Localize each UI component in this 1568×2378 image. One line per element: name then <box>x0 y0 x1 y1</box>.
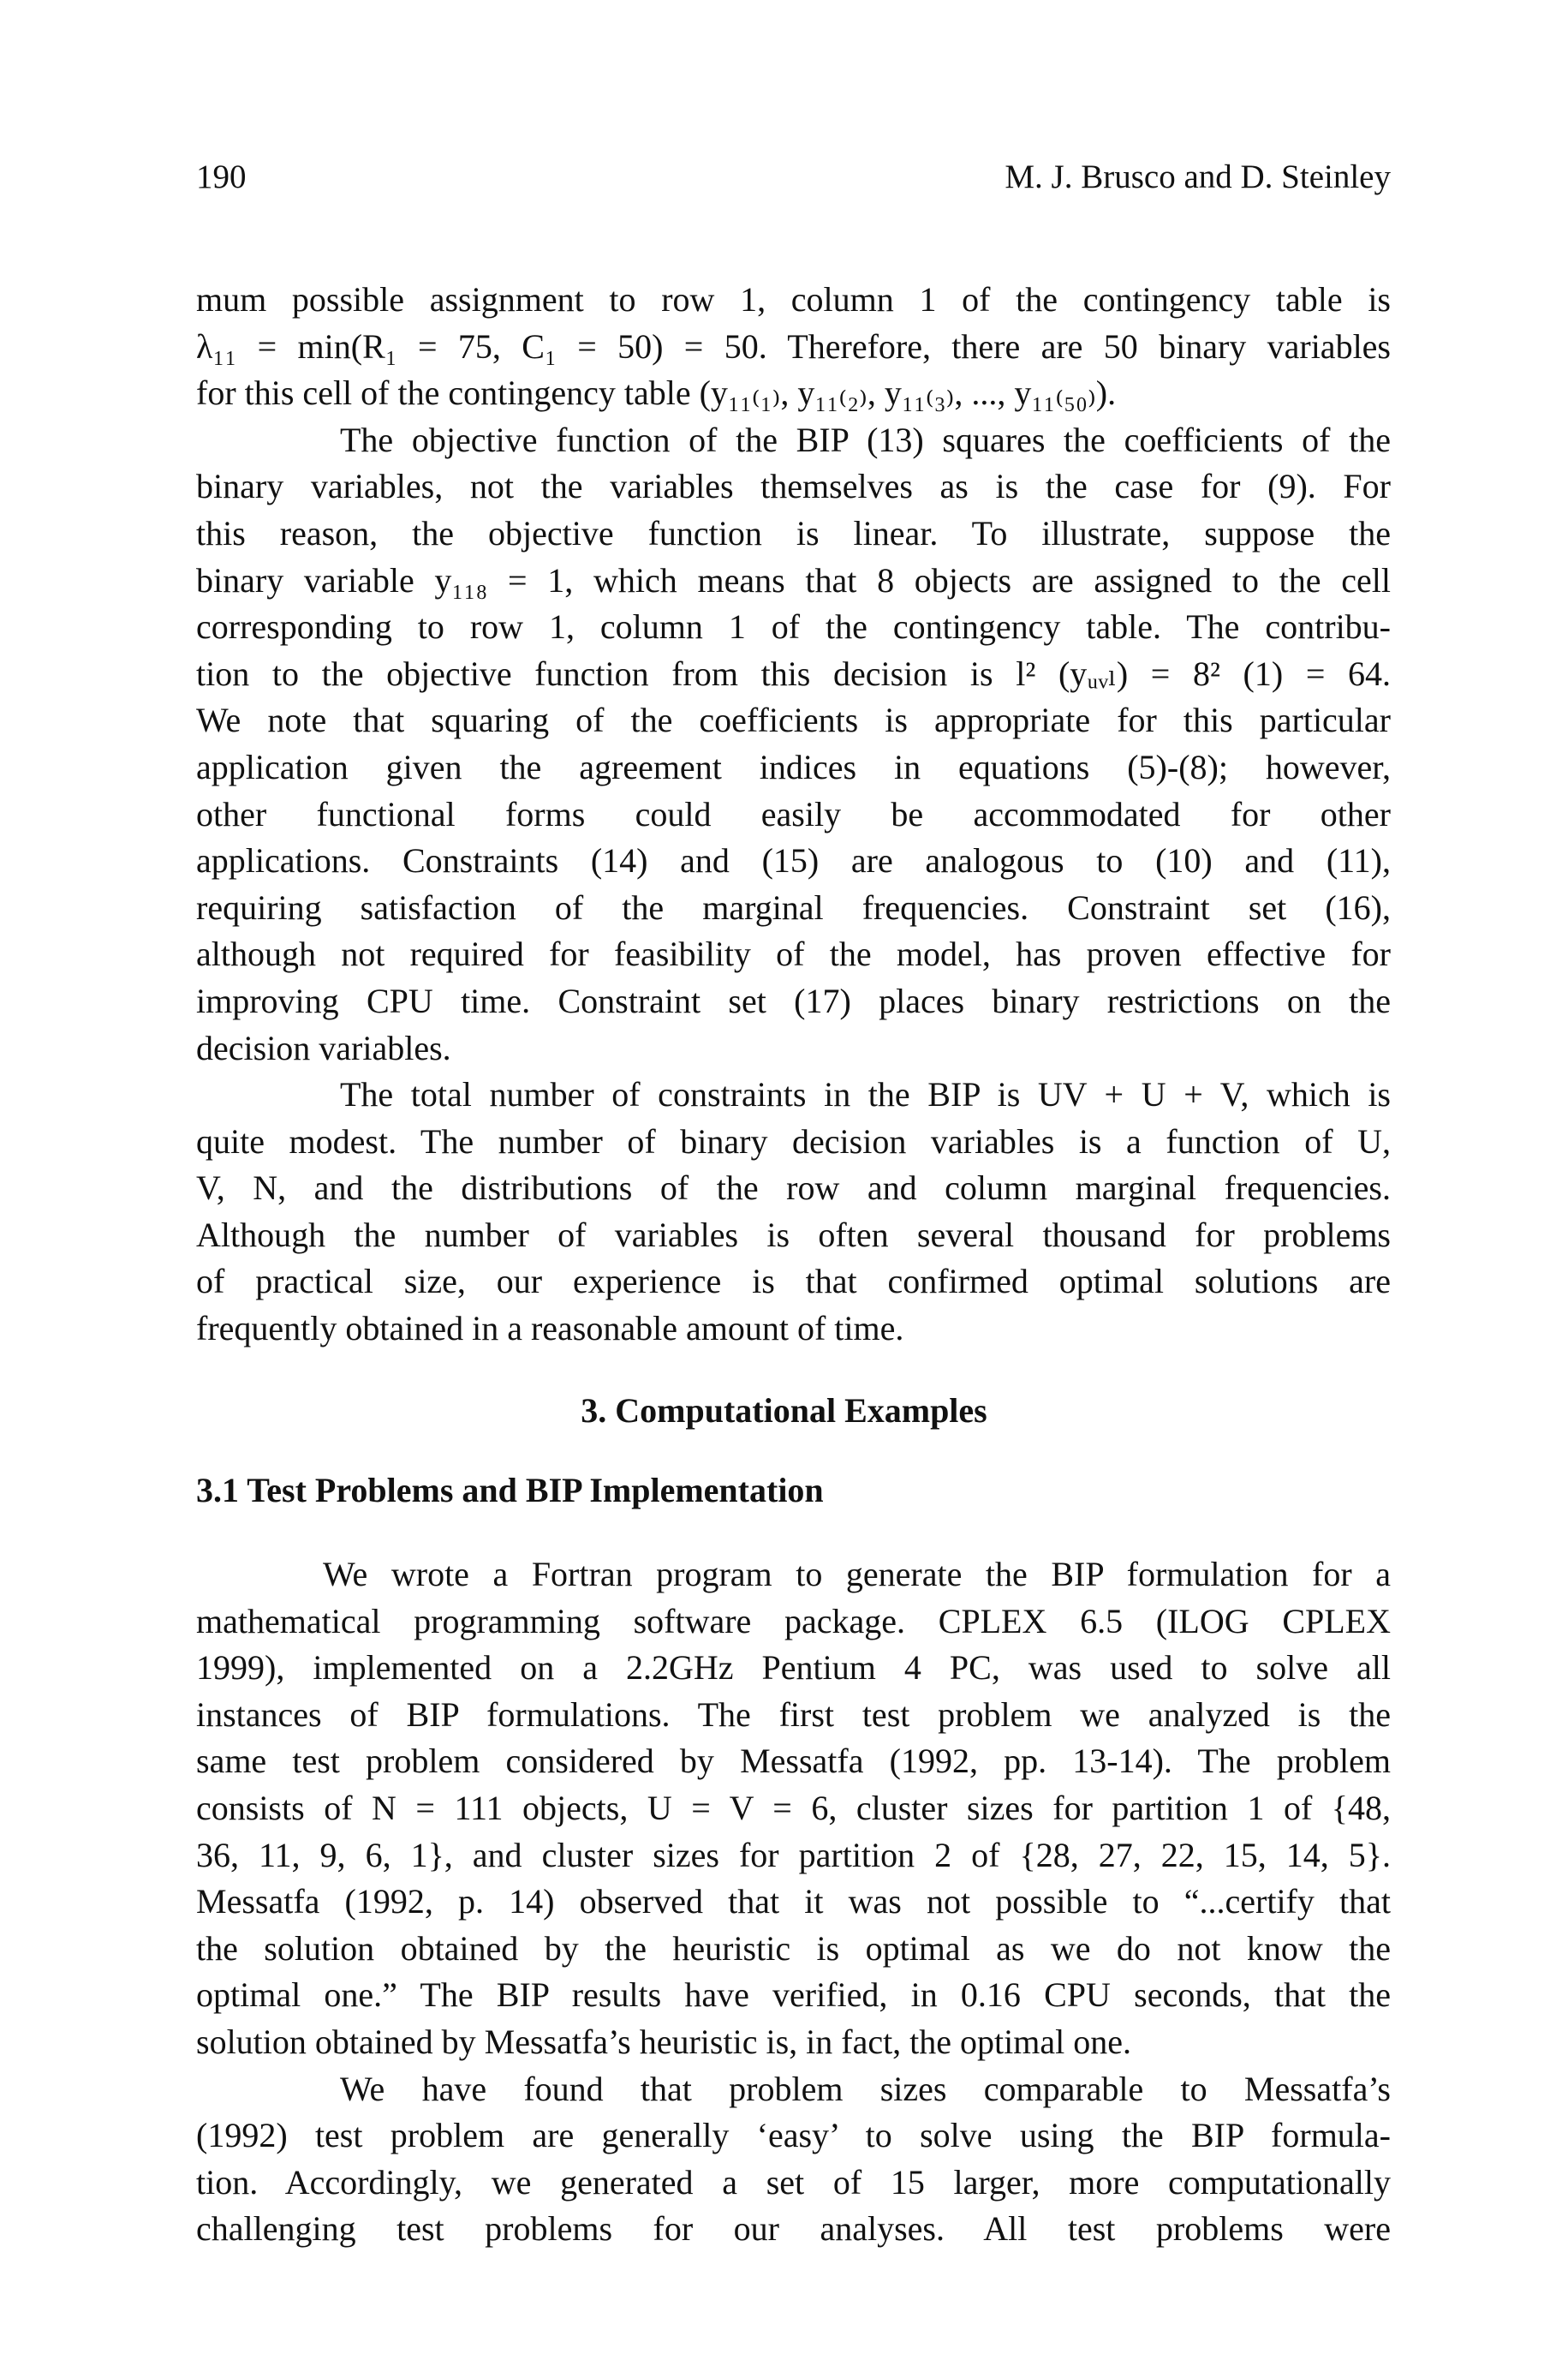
text-line: optimal one.” The BIP results have verified, in 0.16 CPU seconds, that the <box>196 1975 1391 2015</box>
text-line: application given the agreement indices in equations (5)-(8); however, <box>196 747 1391 786</box>
text-line: this reason, the objective function is linear. To illustrate, suppose the <box>196 513 1391 553</box>
text-line: The total number of constraints in the BIP is UV + U + V, which is <box>340 1075 1391 1114</box>
text-line: decision variables. <box>196 1028 451 1067</box>
text-line: λ₁₁ = min(R₁ = 75, C₁ = 50) = 50. Therefore, there are 50 binary variables <box>196 326 1391 366</box>
text-line: consists of N = 111 objects, U = V = 6, cluster sizes for partition 1 of {48, <box>196 1788 1391 1827</box>
text-line: V, N, and the distributions of the row and column marginal frequencies. <box>196 1168 1391 1208</box>
body-text-block-1 <box>196 277 1391 1353</box>
text-line: applications. Constraints (14) and (15) are analogous to (10) and (11), <box>196 841 1391 881</box>
text-line: mum possible assignment to row 1, column 1 of the contingency table is <box>196 280 1391 319</box>
text-line: We note that squaring of the coefficients is appropriate for this particular <box>196 701 1391 740</box>
text-line: other functional forms could easily be accommodated for other <box>196 794 1391 833</box>
body-text-block-2 <box>196 1551 1391 2253</box>
text-line: corresponding to row 1, column 1 of the contingency table. The contribu- <box>196 607 1391 647</box>
text-line: mathematical programming software package. CPLEX 6.5 (ILOG CPLEX <box>196 1601 1391 1640</box>
text-line: We have found that problem sizes comparable to Messatfa’s <box>340 2069 1391 2108</box>
text-line: The objective function of the BIP (13) squares the coefficients of the <box>340 420 1391 459</box>
text-line: (1992) test problem are generally ‘easy’ to solve using the BIP formula- <box>196 2116 1391 2155</box>
text-line: the solution obtained by the heuristic is optimal as we do not know the <box>196 1928 1391 1968</box>
text-line: binary variables, not the variables themselves as is the case for (9). For <box>196 467 1391 506</box>
subsection-heading: 3.1 Test Problems and BIP Implementation <box>196 1471 824 1509</box>
running-header-authors: M. J. Brusco and D. Steinley <box>1005 158 1391 195</box>
text-line: solution obtained by Messatfa’s heuristic is, in fact, the optimal one. <box>196 2022 1132 2061</box>
section-heading: 3. Computational Examples <box>581 1391 987 1430</box>
text-line: same test problem considered by Messatfa (1992, pp. 13-14). The problem <box>196 1742 1391 1781</box>
text-line: instances of BIP formulations. The first test problem we analyzed is the <box>196 1694 1391 1734</box>
page-number: 190 <box>196 158 247 195</box>
text-line: although not required for feasibility of the model, has proven effective for <box>196 935 1391 974</box>
text-line: 36, 11, 9, 6, 1}, and cluster sizes for partition 2 of {28, 27, 22, 15, 14, 5}. <box>196 1835 1391 1874</box>
text-line: improving CPU time. Constraint set (17) places binary restrictions on the <box>196 981 1391 1020</box>
text-line: quite modest. The number of binary decision variables is a function of U, <box>196 1121 1391 1161</box>
text-line: 1999), implemented on a 2.2GHz Pentium 4 PC, was used to solve all <box>196 1648 1391 1688</box>
text-line: tion. Accordingly, we generated a set of 15 larger, more computationally <box>196 2162 1391 2202</box>
text-line: challenging test problems for our analyses. All test problems were <box>196 2209 1391 2249</box>
text-line: for this cell of the contingency table (y₁₁₍₁₎, y₁₁₍₂₎, y₁₁₍₃₎, ..., y₁₁₍₅₀₎). <box>196 373 1117 413</box>
text-line: frequently obtained in a reasonable amount of time. <box>196 1309 904 1348</box>
text-line: Messatfa (1992, p. 14) observed that it was not possible to “...certify that <box>196 1882 1391 1921</box>
text-line: requiring satisfaction of the marginal frequencies. Constraint set (16), <box>196 887 1391 927</box>
text-line: Although the number of variables is often several thousand for problems <box>196 1215 1391 1254</box>
text-line: We wrote a Fortran program to generate the BIP formulation for a <box>323 1555 1391 1593</box>
text-line: of practical size, our experience is that confirmed optimal solutions are <box>196 1262 1391 1301</box>
text-line: binary variable y₁₁₈ = 1, which means that 8 objects are assigned to the cell <box>196 560 1391 600</box>
text-line: tion to the objective function from this decision is l² (yᵤᵥₗ) = 8² (1) = 64. <box>196 654 1391 693</box>
